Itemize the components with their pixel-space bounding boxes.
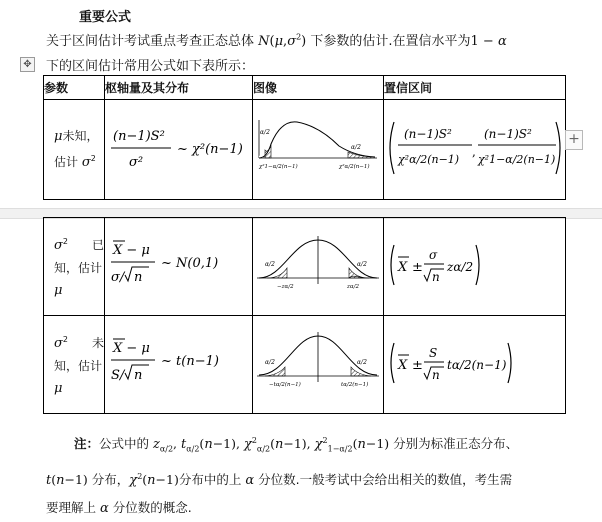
- table-move-handle-icon[interactable]: ✥: [20, 57, 35, 72]
- row3-pivot: [105, 316, 253, 414]
- svg-text:χ²1−α/2(n−1): χ²1−α/2(n−1): [259, 163, 298, 170]
- row2-pivot: [105, 218, 253, 316]
- svg-text:~ N(0,1): ~ N(0,1): [161, 255, 219, 271]
- svg-text:±: ±: [412, 259, 423, 275]
- row1-interval: [384, 100, 566, 200]
- row2-interval: [384, 218, 566, 316]
- svg-text:n: n: [134, 367, 143, 383]
- note-label: 注：: [74, 436, 100, 452]
- row1-pivot: [105, 100, 253, 200]
- svg-text:S: S: [429, 345, 438, 360]
- svg-text:χ²1−α/2(n−1): χ²1−α/2(n−1): [478, 152, 556, 166]
- table-row: [44, 218, 566, 316]
- svg-text:tα/2(n−1): tα/2(n−1): [341, 381, 369, 388]
- row1-param: μ未知， 估计 $\sigma^2$: [44, 100, 105, 200]
- svg-text:tα/2(n−1): tα/2(n−1): [447, 357, 507, 372]
- normal-pivot-formula: [105, 235, 252, 295]
- t-pivot-formula: [105, 333, 252, 393]
- svg-text:X: X: [398, 259, 408, 275]
- svg-text:n: n: [134, 269, 143, 285]
- table-row: [44, 316, 566, 414]
- row3-graph: [253, 316, 384, 414]
- intro-line-1: 关于区间估计考试重点考查正态总体 $N(\mu,\sigma^2)$ 下参数的估计.在置信水平为1 − α: [46, 32, 507, 49]
- svg-text:α/2: α/2: [260, 128, 270, 136]
- header-param: 参数: [44, 76, 105, 100]
- variance-interval-formula: [384, 116, 565, 180]
- chi-square-density-graph: [253, 118, 383, 178]
- svg-text:α/2: α/2: [357, 358, 367, 366]
- svg-text:(n−1)S²: (n−1)S²: [404, 126, 452, 141]
- svg-text:χ²α/2(n−1): χ²α/2(n−1): [398, 152, 460, 166]
- formula-table-part2: [43, 217, 566, 414]
- svg-text:X − μ: X − μ: [113, 340, 150, 356]
- svg-text:zα/2: zα/2: [347, 283, 359, 290]
- svg-text:(n−1)S²: (n−1)S²: [484, 126, 532, 141]
- known-variance-mean-interval: [384, 233, 565, 297]
- svg-text:(n−1)S²: (n−1)S²: [113, 128, 165, 144]
- svg-text:σ: σ: [429, 247, 438, 262]
- header-interval: 置信区间: [384, 76, 566, 100]
- chi-square-pivot-formula: [105, 118, 252, 178]
- svg-text:σ²: σ²: [129, 154, 144, 170]
- header-pivot: 枢轴量及其分布: [105, 76, 253, 100]
- svg-text:S/: S/: [111, 367, 125, 383]
- formula-table-part1: [43, 75, 566, 200]
- note-paragraph: 注：公式中的 $z_{\alpha/2}$, $t_{\alpha/2}(n-1)$, $\chi^2_{\alpha/2}(n-1)$, $\chi^2_{1-\alpha/2}(n-1)$ 分别为标准正态分布、 t(n−1) 分布，$\chi^2(n-1)$分布中的上 α 分位数.一般考试中会给出相关的数值，考生需 要理解上 α 分位数的概念.: [46, 436, 519, 516]
- add-column-button[interactable]: +: [565, 130, 583, 150]
- svg-text:zα/2: zα/2: [447, 259, 474, 274]
- svg-text:α/2: α/2: [265, 358, 275, 366]
- svg-text:σ/: σ/: [111, 269, 125, 285]
- svg-text:~ χ²(n−1): ~ χ²(n−1): [177, 141, 243, 157]
- row2-graph: [253, 218, 384, 316]
- svg-text:X: X: [398, 357, 408, 373]
- svg-text:−zα/2: −zα/2: [277, 283, 294, 290]
- intro-line-2: 下的区间估计常用公式如下表所示：: [46, 59, 255, 74]
- svg-text:,: ,: [472, 144, 476, 159]
- row2-param: $\sigma^2$ 已 知，估计 μ: [44, 218, 105, 316]
- svg-text:X − μ: X − μ: [113, 242, 150, 258]
- header-graph: 图像: [253, 76, 384, 100]
- svg-text:α/2: α/2: [351, 143, 361, 151]
- svg-text:±: ±: [412, 357, 423, 373]
- svg-text:α/2: α/2: [357, 260, 367, 268]
- normal-density-graph: [253, 230, 383, 300]
- svg-text:α/2: α/2: [265, 260, 275, 268]
- t-density-graph: [253, 328, 383, 398]
- svg-text:~ t(n−1): ~ t(n−1): [161, 353, 219, 369]
- row1-graph: [253, 100, 384, 200]
- unknown-variance-mean-interval: [384, 331, 565, 395]
- svg-text:−tα/2(n−1): −tα/2(n−1): [269, 381, 301, 388]
- row3-param: $\sigma^2$ 未 知，估计 μ: [44, 316, 105, 414]
- svg-text:χ²α/2(n−1): χ²α/2(n−1): [339, 163, 370, 170]
- svg-text:n: n: [432, 367, 440, 382]
- section-heading: 重要公式: [79, 10, 132, 25]
- row3-interval: [384, 316, 566, 414]
- table-row: [44, 100, 566, 200]
- svg-text:n: n: [432, 269, 440, 284]
